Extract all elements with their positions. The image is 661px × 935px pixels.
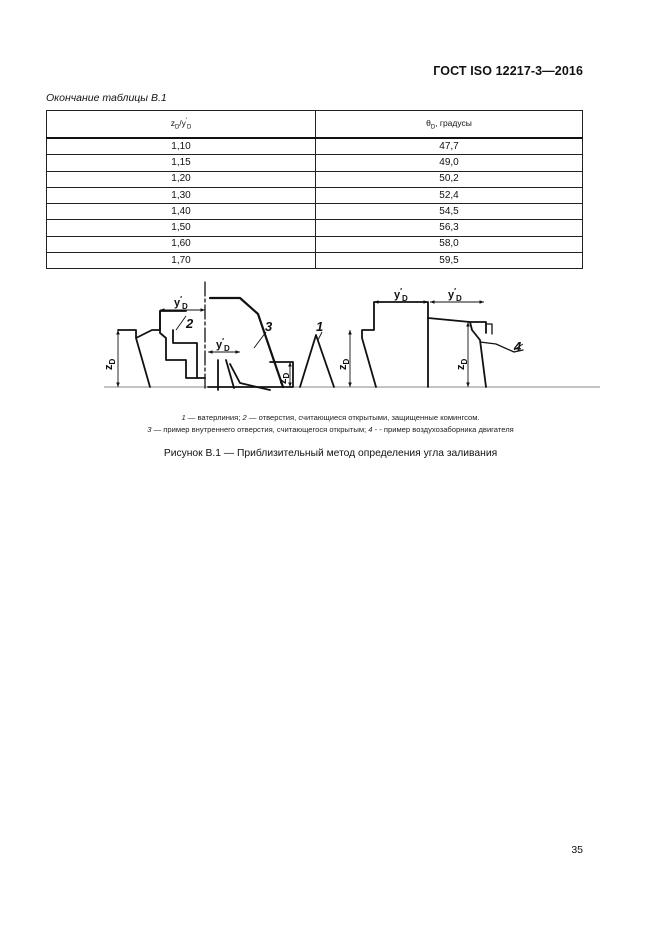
cell-ratio: 1,10 — [47, 138, 316, 155]
cell-ratio: 1,50 — [47, 220, 316, 236]
cell-angle: 50,2 — [316, 171, 583, 187]
waterline-symbol — [300, 335, 334, 387]
table-row — [47, 236, 583, 252]
cell-angle: 49,0 — [316, 155, 583, 171]
table-row — [47, 220, 583, 236]
cell-angle: 47,7 — [316, 138, 583, 155]
figure-caption: Рисунок В.1 — Приблизительный метод определения угла заливания — [163, 448, 498, 459]
legend-line-2: 3 — пример внутреннего отверстия, считающегося открытым; 4 - - пример воздухозаборника двигателя — [147, 425, 514, 434]
dim-z-right-2: $z_D$ — [455, 358, 469, 370]
cell-angle: 59,5 — [316, 253, 583, 269]
callout-3: 3 — [265, 319, 273, 334]
dim-z-centre: $z_D$ — [277, 372, 291, 384]
callout-2: 2 — [186, 316, 194, 331]
internal-opening — [218, 360, 270, 390]
dim-z-left: $z_D$ — [103, 358, 117, 370]
table-caption: Окончание таблицы В.1 — [46, 92, 167, 104]
cell-ratio: 1,60 — [47, 236, 316, 252]
table-row — [47, 253, 583, 269]
cell-angle: 52,4 — [316, 187, 583, 203]
cell-angle: 56,3 — [316, 220, 583, 236]
table-row — [47, 155, 583, 171]
dim-y-right-1: $y'_D$ — [394, 287, 408, 303]
legend-line-1: 1 — ватерлиния; 2 — отверстия, считающиеся открытыми, защищенные комингсом. — [181, 413, 480, 422]
dim-y-right-2: $y'_D$ — [448, 287, 462, 303]
page-number: 35 — [571, 844, 583, 856]
table-body — [47, 138, 583, 269]
angle-table — [46, 110, 583, 269]
left-interior-step — [173, 330, 197, 378]
right-boat-superstructure — [362, 302, 428, 387]
dim-y-left: $y'_D$ — [174, 295, 188, 311]
col-header-ratio: $z_D/y'_D$ — [47, 111, 316, 139]
table-row — [47, 187, 583, 203]
cell-ratio: 1,20 — [47, 171, 316, 187]
callout-4: 4 — [514, 339, 522, 354]
cell-angle: 58,0 — [316, 236, 583, 252]
table-row — [47, 138, 583, 155]
cell-ratio: 1,70 — [47, 253, 316, 269]
dim-y-centre: $y'_D$ — [216, 337, 230, 353]
cell-ratio: 1,15 — [47, 155, 316, 171]
cell-ratio: 1,40 — [47, 204, 316, 220]
flooding-angle-diagram — [0, 278, 661, 393]
left-hull-outline — [118, 311, 186, 387]
standard-header: ГОСТ ISO 12217-3—2016 — [433, 64, 583, 78]
figure-b1 — [0, 278, 661, 398]
cell-ratio: 1,30 — [47, 187, 316, 203]
col-header-angle: $\theta_D$, градусы — [316, 111, 583, 139]
callout-1: 1 — [316, 319, 324, 334]
right-boat-stern — [428, 318, 486, 387]
cell-angle: 54,5 — [316, 204, 583, 220]
dim-z-right-1: $z_D$ — [337, 358, 351, 370]
table-header-row — [47, 111, 583, 139]
table-row — [47, 204, 583, 220]
table-row — [47, 171, 583, 187]
